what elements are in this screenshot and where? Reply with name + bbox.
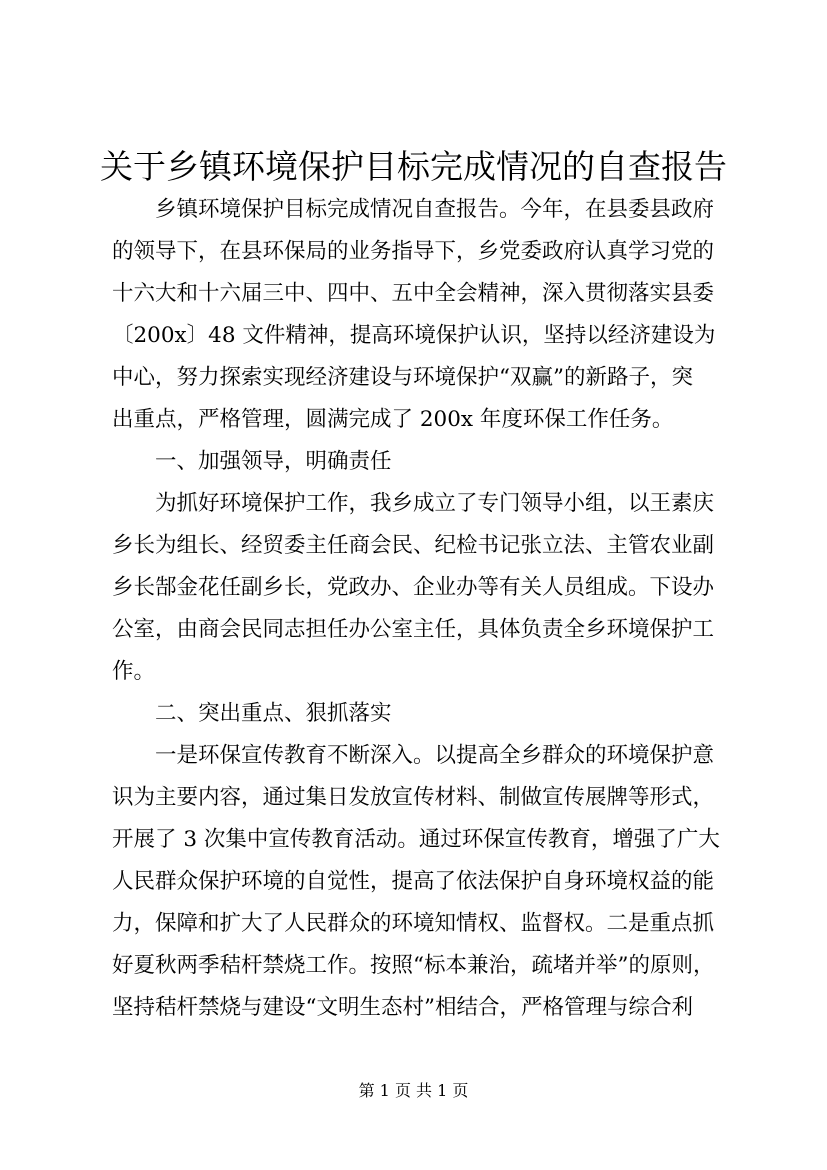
- section-heading-1: 一、加强领导，明确责任: [155, 449, 392, 474]
- body-line: 乡长郜金花任副乡长，党政办、企业办等有关人员组成。下设办: [112, 575, 715, 600]
- body-line: 出重点，严格管理，圆满完成了 200x 年度环保工作任务。: [112, 407, 674, 432]
- body-line: 力，保障和扩大了人民群众的环境知情权、监督权。二是重点抓: [112, 911, 715, 936]
- body-line: 人民群众保护环境的自觉性，提高了依法保护自身环境权益的能: [112, 869, 715, 894]
- section-heading-2: 二、突出重点、狠抓落实: [155, 701, 392, 726]
- body-line: 开展了 3 次集中宣传教育活动。通过环保宣传教育，增强了广大: [112, 827, 720, 852]
- body-line: 公室，由商会民同志担任办公室主任，具体负责全乡环境保护工: [112, 617, 715, 642]
- body-line: 〔200x〕48 文件精神，提高环境保护认识，坚持以经济建设为: [112, 323, 716, 348]
- body-line: 的领导下，在县环保局的业务指导下，乡党委政府认真学习党的: [112, 239, 715, 264]
- body-line: 乡镇环境保护目标完成情况自查报告。今年，在县委县政府: [155, 197, 715, 222]
- body-line: 乡长为组长、经贸委主任商会民、纪检书记张立法、主管农业副: [112, 533, 715, 558]
- document-title: 关于乡镇环境保护目标完成情况的自查报告: [100, 147, 727, 186]
- body-line: 坚持秸杆禁烧与建设“文明生态村”相结合，严格管理与综合利: [112, 995, 693, 1020]
- body-line: 好夏秋两季秸杆禁烧工作。按照“标本兼治，疏堵并举”的原则，: [112, 953, 715, 978]
- body-line: 识为主要内容，通过集日发放宣传材料、制做宣传展牌等形式，: [112, 785, 715, 810]
- body-line: 一是环保宣传教育不断深入。以提高全乡群众的环境保护意: [155, 743, 715, 768]
- body-line: 十六大和十六届三中、四中、五中全会精神，深入贯彻落实县委: [112, 281, 715, 306]
- page-footer: 第 1 页 共 1 页: [358, 1081, 469, 1100]
- body-line: 为抓好环境保护工作，我乡成立了专门领导小组，以王素庆: [155, 491, 715, 516]
- body-line: 中心，努力探索实现经济建设与环境保护“双赢”的新路子，突: [112, 365, 693, 390]
- body-line: 作。: [112, 659, 156, 684]
